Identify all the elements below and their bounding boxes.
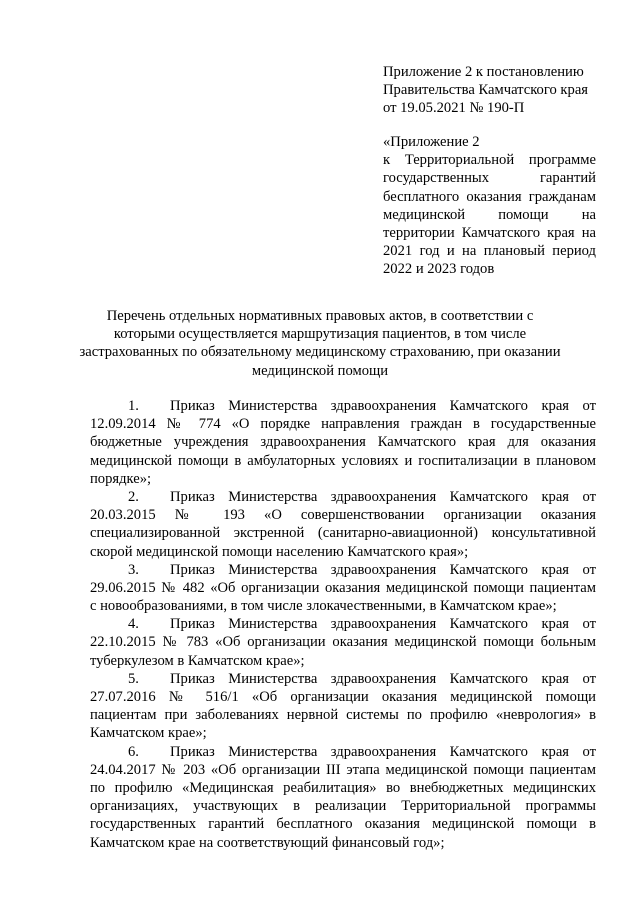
list-line: пациентам при заболеваниях нервной системы по профилю «неврология» в bbox=[90, 707, 596, 724]
annex-line: бесплатного оказания гражданам bbox=[383, 188, 596, 205]
title-line: Перечень отдельных нормативных правовых актов, в соответствии с bbox=[106, 308, 534, 324]
list-item bbox=[90, 561, 596, 616]
list-item bbox=[90, 397, 596, 488]
list-line: Приказ Министерства здравоохранения Камчатского края от bbox=[170, 488, 596, 505]
list-line: бюджетные учреждения здравоохранения Камчатского края для оказания bbox=[90, 434, 596, 451]
list-item bbox=[90, 670, 596, 743]
acts-list bbox=[90, 397, 596, 852]
list-line: 24.04.2017 № 203 «Об организации III этапа медицинской помощи пациентам bbox=[90, 761, 596, 778]
list-item bbox=[90, 743, 596, 852]
item-number: 5. bbox=[128, 670, 139, 687]
list-item bbox=[90, 615, 596, 670]
list-line: 29.06.2015 № 482 «Об организации оказания медицинской помощи пациентам bbox=[90, 579, 596, 596]
title-line: застрахованных по обязательному медицинскому страхованию, при оказании bbox=[79, 344, 561, 361]
list-line: туберкулезом в Камчатском крае»; bbox=[90, 652, 305, 669]
list-line: по профилю «Медицинская реабилитация» во внебюджетных медицинских bbox=[90, 779, 596, 796]
list-line: 20.03.2015 № 193 «О совершенствовании организации оказания bbox=[90, 507, 596, 524]
list-line: 27.07.2016 № 516/1 «Об организации оказания медицинской помощи bbox=[90, 689, 596, 705]
item-number: 1. bbox=[128, 398, 139, 414]
item-number: 3. bbox=[128, 561, 139, 578]
list-line: 22.10.2015 № 783 «Об организации оказания медицинской помощи больным bbox=[90, 634, 596, 651]
list-line: 12.09.2014 № 774 «О порядке направления граждан в государственные bbox=[90, 416, 596, 433]
list-line: порядке»; bbox=[90, 470, 152, 487]
annex-line: медицинской помощи на bbox=[383, 206, 596, 223]
item-number: 6. bbox=[128, 743, 139, 760]
list-line: Камчатском крае на соответствующий финансовый год»; bbox=[90, 834, 445, 851]
annex-line: «Приложение 2 bbox=[383, 134, 480, 150]
document-title bbox=[60, 307, 580, 380]
approval-block bbox=[383, 63, 596, 118]
list-line: государственных гарантий бесплатного оказания медицинской помощи в bbox=[90, 816, 596, 833]
list-line: организациях, участвующих в реализации Территориальной программы bbox=[90, 798, 596, 815]
annex-block bbox=[383, 133, 596, 279]
approval-line: от 19.05.2021 № 190-П bbox=[383, 100, 525, 117]
list-line: Приказ Министерства здравоохранения Камчатского края от bbox=[170, 398, 596, 414]
list-line: Приказ Министерства здравоохранения Камчатского края от bbox=[170, 561, 596, 578]
item-number: 4. bbox=[128, 616, 139, 633]
annex-line: к Территориальной программе bbox=[383, 152, 596, 169]
list-line: Приказ Министерства здравоохранения Камчатского края от bbox=[170, 670, 596, 687]
list-line: с новообразованиями, в том числе злокачественными, в Камчатском крае»; bbox=[90, 598, 557, 615]
list-line: Приказ Министерства здравоохранения Камчатского края от bbox=[170, 616, 596, 633]
annex-line: 2022 и 2023 годов bbox=[383, 261, 495, 278]
list-line: специализированной экстренной (санитарно-авиационной) консультативной bbox=[90, 525, 596, 542]
annex-line: территории Камчатского края на bbox=[383, 224, 596, 241]
title-line: которыми осуществляется маршрутизация пациентов, в том числе bbox=[113, 326, 527, 343]
item-number: 2. bbox=[128, 488, 139, 505]
list-line: скорой медицинской помощи населению Камчатского края»; bbox=[90, 543, 469, 560]
approval-line: Правительства Камчатского края bbox=[383, 82, 589, 99]
annex-line: 2021 год и на плановый период bbox=[383, 243, 596, 260]
title-line: медицинской помощи bbox=[251, 362, 389, 379]
list-item bbox=[90, 488, 596, 561]
list-line: медицинской помощи в амбулаторных условиях и госпитализации в плановом bbox=[90, 452, 596, 469]
list-line: Камчатском крае»; bbox=[90, 725, 207, 742]
annex-line: государственных гарантий bbox=[383, 170, 596, 187]
list-line: Приказ Министерства здравоохранения Камчатского края от bbox=[170, 743, 596, 760]
approval-line: Приложение 2 к постановлению bbox=[383, 64, 584, 80]
